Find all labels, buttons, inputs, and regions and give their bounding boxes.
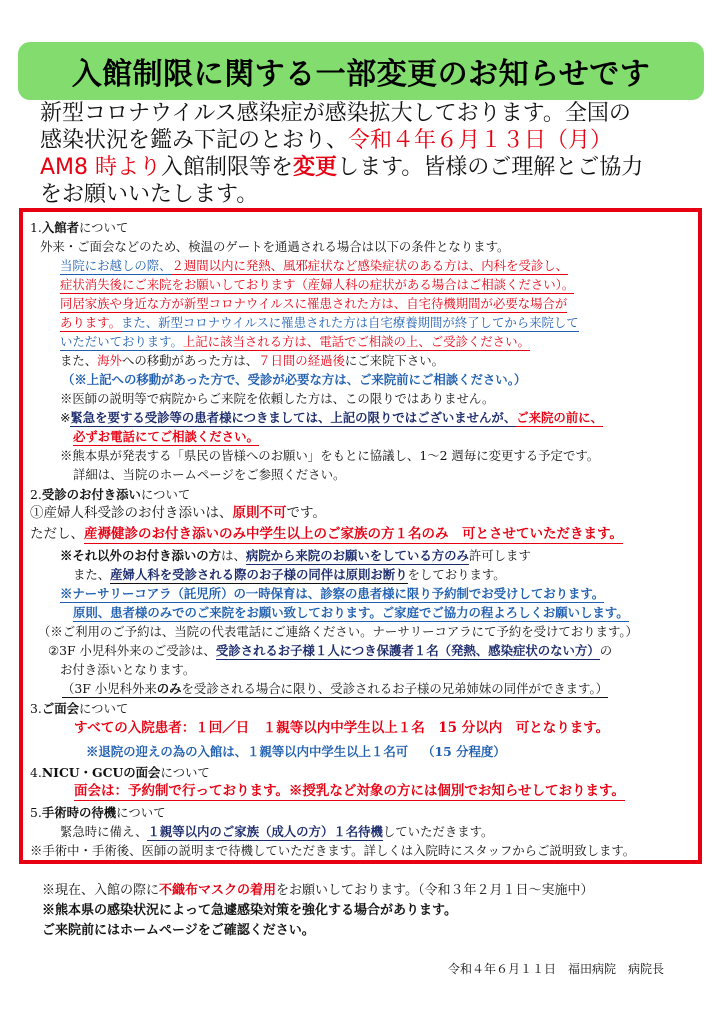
- s2-line-5: [60, 585, 604, 602]
- section-suffix: について: [79, 701, 129, 716]
- section-title: 手術時の待機: [41, 805, 117, 820]
- footer-line-1: [42, 882, 594, 900]
- text: 緊急時に備え、: [60, 824, 148, 839]
- section-3-heading: [30, 700, 128, 717]
- s1-line-2: [60, 257, 568, 274]
- text: ２週間以内に発熱、風邪症状など感染症状のある方は、内科を受診し、: [171, 258, 569, 273]
- s1-line-9: ※医師の説明等で病院からご来院を依頼した方は、この限りではありません。: [60, 391, 495, 406]
- intro-line-4: [40, 181, 700, 208]
- s2-line-9: お付き添いとなります。: [60, 662, 196, 677]
- effective-date: 令和４年６月１３日（月）: [348, 128, 613, 153]
- s2-line-6: [73, 604, 629, 621]
- s3-line-2: [86, 743, 506, 760]
- s1-line-7: [60, 352, 444, 369]
- text: をしております。: [407, 567, 506, 582]
- signature: 令和４年６月１１日 福田病院 病院長: [448, 962, 665, 976]
- intro-line-1: [40, 100, 700, 127]
- s1-line-10: [60, 409, 603, 426]
- text: をお願いしております。（令和３年２月１日～実施中）: [276, 883, 594, 898]
- text: ①産婦人科受診のお付き添いは、: [30, 505, 233, 521]
- text: また、新型コロナウイルスに罹患された方は自宅療養期間が終了してから来院して: [120, 315, 579, 330]
- text: への移動があった方は、: [121, 353, 259, 368]
- text: ②3F 小児科外来のご受診は、: [48, 643, 216, 658]
- s1-line-6: [60, 333, 530, 350]
- section-title: NICU・GCU: [41, 765, 124, 780]
- intro-line-3: [40, 154, 700, 181]
- section-suffix: について: [140, 487, 191, 502]
- effective-time: AM8 時より: [40, 155, 162, 180]
- s2-line-7: （※ご利用のご予約は、当院の代表電話にご連絡ください。ナーサリーコアラにて予約を受けております。）: [38, 624, 638, 639]
- intro-text: します。皆様のご理解とご協力: [337, 155, 644, 180]
- s1-line-1: 外来・ご面会などのため、検温のゲートを通過される場合は以下の条件となります。: [40, 239, 510, 254]
- text: あります。: [60, 315, 121, 330]
- intro-text: 新型コロナウイルス感染症が感染拡大しております。全国の: [40, 101, 631, 126]
- text: 不織布マスクの着用: [159, 883, 277, 898]
- text: 原則、患者様のみでのご来院をお願い致しております。ご家庭でご協力の程よろしくお願いします。: [73, 605, 629, 620]
- s3-line-1: すべての入院患者：１回／日 １親等以内中学生以上１名 15 分以内 可となります。: [74, 720, 610, 736]
- section-2-heading: [30, 486, 190, 503]
- section-number: 2.: [30, 487, 42, 502]
- section-4-heading: [30, 764, 210, 781]
- s1-line-8: （※上記への移動があった方で、受診が必要な方は、ご来院前にご相談ください。）: [62, 372, 527, 387]
- s4-line-1: [74, 783, 625, 800]
- text: また、: [73, 567, 111, 582]
- text: 受診されるお子様１人につき保護者１名（発熱、感染症状のない方）: [215, 643, 600, 658]
- text: また、: [60, 353, 98, 368]
- section-title: ご面会: [41, 701, 79, 716]
- text: のみ: [156, 681, 182, 696]
- page-title: 入館制限に関する一部変更のお知らせです: [71, 57, 651, 92]
- intro-line-2: [40, 127, 700, 154]
- title-banner: [18, 42, 704, 100]
- text: 必ずお電話にてご相談ください。: [73, 429, 259, 444]
- text: にご来院下さい。: [344, 353, 444, 368]
- text: ※退院の迎えの為の入館は、１親等以内中学生以上１名可: [86, 744, 409, 759]
- s2-line-2: [30, 526, 623, 543]
- s2-line-4: [73, 566, 506, 583]
- text: 許可します: [468, 548, 531, 563]
- s2-line-10: [62, 680, 608, 697]
- section-number: 5.: [30, 805, 42, 820]
- text: ※現在、入館の際に: [42, 883, 160, 898]
- text: 産婦人科を受診される際のお子様の同伴は原則お断り: [110, 567, 408, 582]
- section-suffix: について: [116, 805, 166, 820]
- s5-line-1: [60, 823, 493, 840]
- text: していただきます。: [382, 824, 494, 839]
- s2-line-1: [30, 505, 326, 522]
- text: ７日間の経過後: [258, 353, 345, 368]
- text: の: [599, 643, 613, 658]
- section-5-heading: [30, 804, 166, 821]
- intro-text: 入館制限等を: [161, 155, 294, 180]
- text: は、: [221, 548, 246, 563]
- text: 産褥健診のお付き添いのみ中学生以上のご家族の方１名のみ 可とさせていただきます。: [84, 526, 623, 542]
- intro-paragraph: [40, 100, 700, 208]
- section-suffix: について: [160, 765, 210, 780]
- text: です。: [286, 505, 326, 521]
- text: （3F 小児科外来: [62, 681, 157, 696]
- text: 当院にお越しの際、: [60, 258, 172, 273]
- section-title: 受診のお付き添い: [41, 487, 141, 502]
- section-title: 入館者: [41, 220, 79, 235]
- text: 病院から来院のお願いをしている方のみ: [245, 548, 469, 563]
- s1-line-3: [60, 276, 574, 293]
- s5-line-2: ※手術中・手術後、医師の説明まで待機していただきます。詳しくは入院時にスタッフからご説明致します。: [30, 843, 636, 858]
- s1-line-4: [60, 295, 567, 312]
- section-number: 3.: [30, 701, 42, 716]
- s1-line-12: ※熊本県が発表する「県民の皆様へのお願い」をもとに協議し、1～2 週毎に変更する予定です。: [60, 448, 600, 463]
- s1-line-5: [60, 314, 579, 331]
- footer-line-2: ※熊本県の感染状況によって急遽感染対策を強化する場合があります。: [42, 903, 457, 918]
- text: ご来院の前に、: [516, 410, 603, 425]
- text: （15 分程度）: [422, 744, 506, 759]
- s2-line-3: [60, 547, 531, 564]
- text: 海外: [97, 353, 122, 368]
- text: 同居家族や身近な方が新型コロナウイルスに罹患された方は、自宅待機期間が必要な場合が: [60, 296, 568, 311]
- section-1-heading: [30, 219, 128, 236]
- intro-text: をお願いいたします。: [40, 182, 259, 207]
- section-number: 4.: [30, 765, 42, 780]
- change-word: 変更: [293, 155, 338, 180]
- section-title: の面会: [123, 765, 161, 780]
- section-number: 1.: [30, 220, 42, 235]
- text: を受診される場合に限り、受診されるお子様の兄弟姉妹の同伴ができます。）: [181, 681, 609, 696]
- text: 緊急を要する受診等の患者様につきましては、上記の限りではございませんが、: [70, 410, 517, 425]
- text: ※ナーサリーコアラ（託児所）の一時保育は、診察の患者様に限り予約制でお受けしております。: [60, 586, 605, 601]
- text: １親等以内のご家族（成人の方）１名待機: [147, 824, 383, 839]
- text: いただいております。: [60, 334, 183, 349]
- text: 症状消失後にご来院をお願いしております（産婦人科の症状がある場合はご相談ください）。: [60, 277, 575, 292]
- text: ※それ以外のお付き添いの方: [60, 548, 222, 563]
- intro-text: 感染状況を鑑み下記のとおり、: [40, 128, 349, 153]
- text: 原則不可: [232, 505, 287, 521]
- text: ※: [60, 410, 71, 425]
- footer-line-3: ご来院前にはホームページをご確認ください。: [42, 923, 315, 938]
- s1-line-13: 詳細は、当院のホームページをご参照ください。: [73, 467, 346, 482]
- s1-line-11: [73, 428, 259, 445]
- text: 面会は：予約制で行っております。※授乳など対象の方には個別でお知らせしております。: [74, 783, 625, 799]
- text: ただし、: [30, 526, 84, 542]
- text: 上記に該当される方は、電話でご相談の上、ご受診ください。: [182, 334, 530, 349]
- section-suffix: について: [79, 220, 129, 235]
- s2-line-8: [48, 642, 612, 659]
